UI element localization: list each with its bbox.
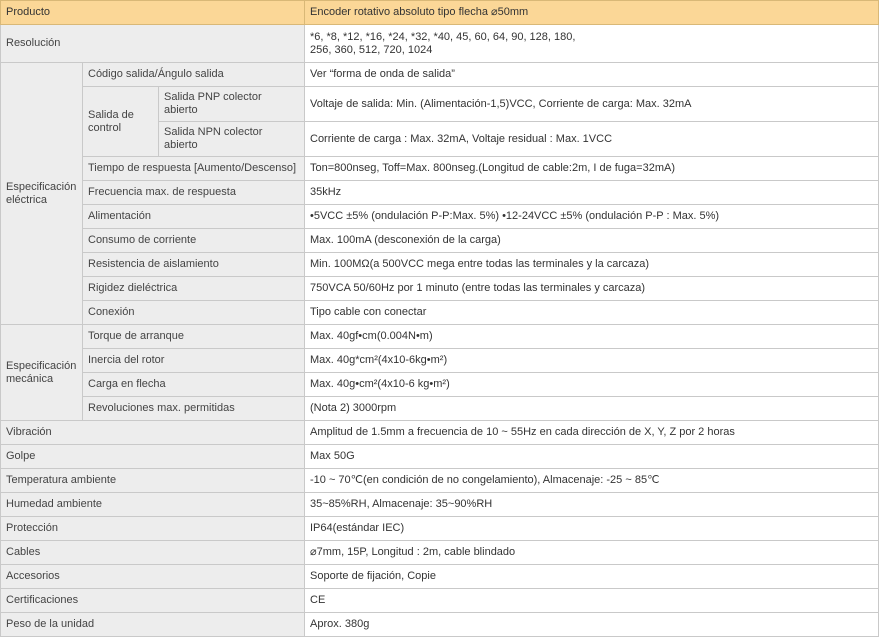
accessories-value: Soporte de fijación, Copie <box>305 565 879 589</box>
rotor-inertia-value: Max. 40g*cm²(4x10-6kg•m²) <box>305 349 879 373</box>
npn-output-label <box>159 122 305 157</box>
ambient-temp-value: -10 ~ 70℃(en condición de no congelamiento), Almacenaje: -25 ~ 85℃ <box>305 469 879 493</box>
ambient-humidity-label: Humedad ambiente <box>1 493 305 517</box>
dielectric-label: Rigidez dieléctrica <box>83 277 305 301</box>
row-response-time <box>1 157 879 181</box>
power-value: •5VCC ±5% (ondulación P-P:Max. 5%) •12-24VCC ±5% (ondulación P-P : Max. 5%) <box>305 205 879 229</box>
control-output-label-line2: control <box>88 121 122 134</box>
max-response-freq-value: 35kHz <box>305 181 879 205</box>
cables-label: Cables <box>1 541 305 565</box>
row-starting-torque <box>1 325 879 349</box>
row-insulation <box>1 253 879 277</box>
npn-output-value: Corriente de carga : Max. 32mA, Voltaje residual : Max. 1VCC <box>305 122 879 157</box>
pnp-output-label <box>159 87 305 122</box>
row-ambient-temp <box>1 469 879 493</box>
row-max-response-freq <box>1 181 879 205</box>
protection-value: IP64(estándar IEC) <box>305 517 879 541</box>
shock-label: Golpe <box>1 445 305 469</box>
rotor-inertia-label: Inercia del rotor <box>83 349 305 373</box>
response-time-value: Ton=800nseg, Toff=Max. 800nseg.(Longitud de cable:2m, I de fuga=32mA) <box>305 157 879 181</box>
row-power <box>1 205 879 229</box>
shaft-load-value: Max. 40g•cm²(4x10-6 kg•m²) <box>305 373 879 397</box>
row-connection <box>1 301 879 325</box>
vibration-label: Vibración <box>1 421 305 445</box>
row-resolution <box>1 25 879 63</box>
starting-torque-label: Torque de arranque <box>83 325 305 349</box>
control-output-label-line1: Salida de <box>88 108 134 121</box>
current-consumption-label: Consumo de corriente <box>83 229 305 253</box>
unit-weight-label: Peso de la unidad <box>1 613 305 637</box>
shock-value: Max 50G <box>305 445 879 469</box>
response-time-label: Tiempo de respuesta [Aumento/Descenso] <box>83 157 305 181</box>
insulation-label: Resistencia de aislamiento <box>83 253 305 277</box>
output-code-value: Ver “forma de onda de salida” <box>305 63 879 87</box>
row-ambient-humidity <box>1 493 879 517</box>
resolution-label: Resolución <box>1 25 305 63</box>
control-output-label <box>83 87 159 157</box>
max-response-freq-label: Frecuencia max. de respuesta <box>83 181 305 205</box>
row-vibration <box>1 421 879 445</box>
electrical-label-line2: eléctrica <box>6 193 47 206</box>
current-consumption-value: Max. 100mA (desconexión de la carga) <box>305 229 879 253</box>
unit-weight-value: Aprox. 380g <box>305 613 879 637</box>
insulation-value: Min. 100MΩ(a 500VCC mega entre todas las terminales y la carcaza) <box>305 253 879 277</box>
row-max-rpm <box>1 397 879 421</box>
dielectric-value: 750VCA 50/60Hz por 1 minuto (entre todas las terminales y carcaza) <box>305 277 879 301</box>
protection-label: Protección <box>1 517 305 541</box>
row-unit-weight <box>1 613 879 637</box>
ambient-temp-label: Temperatura ambiente <box>1 469 305 493</box>
row-output-code <box>1 63 879 87</box>
product-label: Producto <box>1 1 305 25</box>
ambient-humidity-value: 35~85%RH, Almacenaje: 35~90%RH <box>305 493 879 517</box>
electrical-group-label <box>1 63 83 325</box>
row-pnp-output <box>1 87 879 122</box>
resolution-value <box>305 25 879 63</box>
pnp-output-value: Voltaje de salida: Min. (Alimentación-1,5)VCC, Corriente de carga: Max. 32mA <box>305 87 879 122</box>
row-product <box>1 1 879 25</box>
max-rpm-value: (Nota 2) 3000rpm <box>305 397 879 421</box>
output-code-label: Código salida/Ángulo salida <box>83 63 305 87</box>
accessories-label: Accesorios <box>1 565 305 589</box>
connection-label: Conexión <box>83 301 305 325</box>
electrical-label-line1: Especificación <box>6 180 77 193</box>
mechanical-label-line2: mecánica <box>6 372 54 385</box>
pnp-label-line2: abierto <box>164 104 198 116</box>
row-cables <box>1 541 879 565</box>
connection-value: Tipo cable con conectar <box>305 301 879 325</box>
row-protection <box>1 517 879 541</box>
resolution-value-line2: 256, 360, 512, 720, 1024 <box>310 43 433 56</box>
row-certifications <box>1 589 879 613</box>
max-rpm-label: Revoluciones max. permitidas <box>83 397 305 421</box>
npn-label-line1: Salida NPN colector <box>164 126 263 138</box>
vibration-value: Amplitud de 1.5mm a frecuencia de 10 ~ 55Hz en cada dirección de X, Y, Z por 2 horas <box>305 421 879 445</box>
resolution-value-line1: *6, *8, *12, *16, *24, *32, *40, 45, 60, 64, 90, 128, 180, <box>310 30 576 43</box>
product-value: Encoder rotativo absoluto tipo flecha ⌀50mm <box>305 1 879 25</box>
npn-label-line2: abierto <box>164 139 198 151</box>
mechanical-group-label <box>1 325 83 421</box>
power-label: Alimentación <box>83 205 305 229</box>
mechanical-label-line1: Especificación <box>6 359 77 372</box>
row-shaft-load <box>1 373 879 397</box>
certifications-value: CE <box>305 589 879 613</box>
row-accessories <box>1 565 879 589</box>
starting-torque-value: Max. 40gf•cm(0.004N•m) <box>305 325 879 349</box>
row-dielectric <box>1 277 879 301</box>
cables-value: ⌀7mm, 15P, Longitud : 2m, cable blindado <box>305 541 879 565</box>
pnp-label-line1: Salida PNP colector <box>164 91 262 103</box>
row-current-consumption <box>1 229 879 253</box>
shaft-load-label: Carga en flecha <box>83 373 305 397</box>
row-shock <box>1 445 879 469</box>
row-rotor-inertia <box>1 349 879 373</box>
certifications-label: Certificaciones <box>1 589 305 613</box>
